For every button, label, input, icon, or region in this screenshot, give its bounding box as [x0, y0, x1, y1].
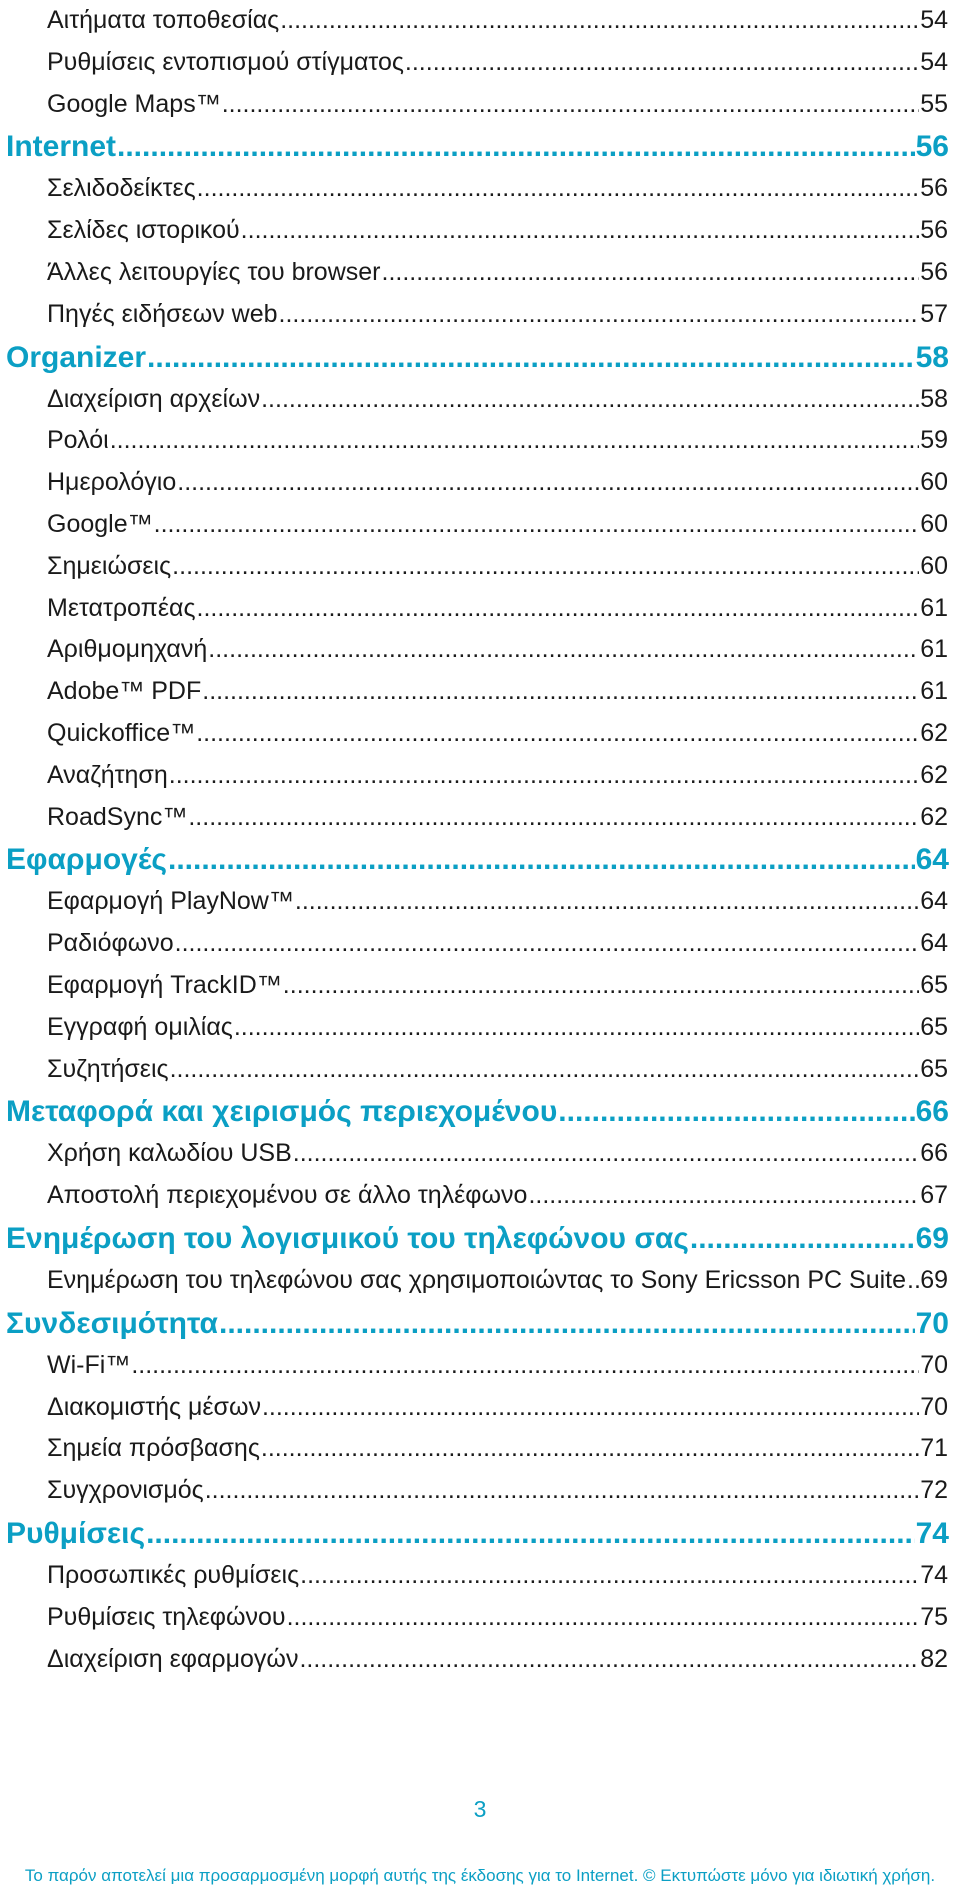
- dot-leader: [528, 1175, 919, 1217]
- dot-leader: [147, 336, 915, 379]
- dot-leader: [261, 1428, 919, 1470]
- toc-entry-page: 54: [920, 47, 948, 76]
- toc-entry-page: 62: [920, 760, 948, 789]
- toc-entry-title: Διαχείριση αρχείων: [47, 384, 261, 413]
- dot-leader: [279, 294, 920, 336]
- toc-entry-page: 60: [920, 468, 948, 497]
- toc-entry-page: 55: [920, 89, 948, 118]
- toc-entry[interactable]: [0, 1428, 960, 1470]
- toc-entry-page: 69: [920, 1265, 948, 1294]
- toc-entry-title: Μεταφορά και χειρισμός περιεχομένου: [6, 1095, 558, 1129]
- toc-entry[interactable]: [0, 546, 960, 588]
- dot-leader: [295, 881, 919, 923]
- toc-entry-title: Ρυθμίσεις τηλεφώνου: [47, 1602, 286, 1631]
- toc-entry-title: Σελίδες ιστορικού: [47, 216, 240, 245]
- dot-leader: [202, 671, 919, 713]
- toc-entry-title: Χρήση καλωδίου USB: [47, 1139, 292, 1168]
- toc-entry-page: 57: [920, 299, 948, 328]
- dot-leader: [170, 1049, 920, 1091]
- toc-entry-page: 64: [915, 843, 949, 877]
- toc-entry[interactable]: [0, 1597, 960, 1639]
- toc-entry-title: Αριθμομηχανή: [47, 635, 208, 664]
- footer-note: Το παρόν αποτελεί μια προσαρμοσμένη μορφή αυτής της έκδοσης για το Internet. © Εκτυπώστε μόνο για ιδιωτική χρήση.: [24, 1866, 936, 1885]
- toc-entry[interactable]: [0, 713, 960, 755]
- dot-leader: [208, 629, 919, 671]
- toc-entry[interactable]: [0, 0, 960, 42]
- dot-leader: [300, 1555, 919, 1597]
- toc-entry-page: 56: [920, 216, 948, 245]
- toc-entry-page: 70: [915, 1306, 949, 1340]
- toc-section-entry[interactable]: [0, 838, 960, 881]
- toc-entry[interactable]: [0, 462, 960, 504]
- toc-entry-title: Ενημέρωση του λογισμικού του τηλεφώνου σας: [6, 1221, 689, 1255]
- toc-entry[interactable]: [0, 1555, 960, 1597]
- toc-entry-page: 64: [920, 887, 948, 916]
- toc-entry-title: Adobe™ PDF: [47, 677, 202, 706]
- dot-leader: [205, 1470, 919, 1512]
- toc-entry[interactable]: [0, 1639, 960, 1681]
- toc-entry-page: 56: [920, 174, 948, 203]
- toc-entry-title: Internet: [6, 130, 117, 164]
- toc-entry-title: Αιτήματα τοποθεσίας: [47, 6, 280, 34]
- dot-leader: [154, 504, 920, 546]
- toc-entry-page: 54: [920, 6, 948, 34]
- toc-entry-title: Organizer: [6, 340, 147, 374]
- dot-leader: [168, 838, 915, 881]
- toc-entry-title: Ενημέρωση του τηλεφώνου σας χρησιμοποιώντας το Sony Ericsson PC Suite: [47, 1265, 907, 1294]
- toc-entry-title: Διακομιστής μέσων: [47, 1392, 261, 1421]
- toc-entry-page: 61: [920, 677, 948, 706]
- toc-entry-title: Εγγραφή ομιλίας: [47, 1012, 233, 1041]
- toc-entry-title: Αναζήτηση: [47, 760, 168, 789]
- toc-entry-page: 67: [920, 1181, 948, 1210]
- toc-entry-page: 82: [920, 1644, 948, 1673]
- dot-leader: [283, 965, 919, 1007]
- toc-section-entry[interactable]: [0, 1302, 960, 1345]
- toc-entry-title: Google™: [47, 509, 153, 538]
- toc-entry-page: 62: [920, 802, 948, 831]
- dot-leader: [293, 1133, 919, 1175]
- toc-entry-title: RoadSync™: [47, 802, 188, 831]
- dot-leader: [110, 420, 920, 462]
- dot-leader: [261, 379, 919, 421]
- dot-leader: [287, 1597, 920, 1639]
- dot-leader: [197, 168, 920, 210]
- dot-leader: [690, 1217, 915, 1260]
- toc-entry-page: 74: [915, 1516, 949, 1550]
- dot-leader: [262, 1387, 919, 1429]
- toc-entry[interactable]: [0, 671, 960, 713]
- toc-entry-title: Εφαρμογή PlayNow™: [47, 887, 294, 916]
- toc-entry[interactable]: [0, 965, 960, 1007]
- toc-entry-page: 65: [920, 1012, 948, 1041]
- dot-leader: [146, 1512, 915, 1555]
- toc-entry[interactable]: [0, 1175, 960, 1217]
- toc-section-entry[interactable]: [0, 1090, 960, 1133]
- dot-leader: [558, 1090, 914, 1133]
- toc-entry-page: 65: [920, 970, 948, 999]
- toc-entry-page: 61: [920, 593, 948, 622]
- toc-entry-page: 69: [915, 1221, 949, 1255]
- toc-entry-title: Ραδιόφωνο: [47, 929, 174, 958]
- toc-entry-page: 71: [920, 1434, 948, 1463]
- toc-entry-title: Μετατροπέας: [47, 593, 196, 622]
- toc-entry[interactable]: [0, 881, 960, 923]
- toc-entry-title: Google Maps™: [47, 89, 221, 118]
- toc-entry-page: 61: [920, 635, 948, 664]
- toc-entry-page: 75: [920, 1602, 948, 1631]
- dot-leader: [234, 1007, 919, 1049]
- toc-entry-page: 64: [920, 929, 948, 958]
- dot-leader: [177, 462, 919, 504]
- toc-section-entry[interactable]: [0, 1217, 960, 1260]
- dot-leader: [382, 252, 920, 294]
- toc-entry-title: Ημερολόγιο: [47, 468, 177, 497]
- toc-section-entry[interactable]: [0, 336, 960, 379]
- toc-entry-page: 56: [920, 257, 948, 286]
- toc-entry[interactable]: [0, 1470, 960, 1512]
- toc-entry[interactable]: [0, 1260, 960, 1302]
- toc-entry[interactable]: [0, 294, 960, 336]
- toc-entry-title: Ρυθμίσεις: [6, 1516, 146, 1550]
- toc-entry-page: 72: [920, 1476, 948, 1505]
- toc-entry[interactable]: [0, 1007, 960, 1049]
- toc-entry-title: Εφαρμογές: [6, 843, 167, 877]
- dot-leader: [196, 713, 919, 755]
- toc-entry-title: Ρυθμίσεις εντοπισμού στίγματος: [47, 47, 404, 76]
- toc-entry-page: 70: [920, 1350, 948, 1379]
- toc-entry[interactable]: [0, 210, 960, 252]
- toc-entry-title: Σελιδοδείκτες: [47, 174, 196, 203]
- toc-entry[interactable]: [0, 629, 960, 671]
- toc-entry[interactable]: [0, 379, 960, 421]
- toc-entry-title: Συζητήσεις: [47, 1054, 169, 1083]
- toc-entry-title: Σημειώσεις: [47, 551, 172, 580]
- dot-leader: [280, 0, 919, 42]
- toc-entry-title: Προσωπικές ρυθμίσεις: [47, 1560, 300, 1589]
- toc-entry-page: 70: [920, 1392, 948, 1421]
- toc-entry-title: Σημεία πρόσβασης: [47, 1434, 260, 1463]
- dot-leader: [175, 923, 920, 965]
- toc-entry-page: 58: [915, 340, 949, 374]
- dot-leader: [405, 42, 919, 84]
- dot-leader: [219, 1302, 915, 1345]
- toc-entry[interactable]: [0, 923, 960, 965]
- toc-entry[interactable]: [0, 420, 960, 462]
- toc-entry-page: 62: [920, 718, 948, 747]
- toc-entry[interactable]: [0, 168, 960, 210]
- dot-leader: [188, 797, 919, 839]
- toc-section-entry[interactable]: [0, 1512, 960, 1555]
- toc-entry[interactable]: [0, 1049, 960, 1091]
- toc-entry-title: Ρολόι: [47, 426, 109, 455]
- toc-entry[interactable]: [0, 1345, 960, 1387]
- page-number: 3: [473, 1796, 487, 1822]
- toc-entry[interactable]: [0, 755, 960, 797]
- toc-entry-title: Άλλες λειτουργίες του browser: [47, 257, 381, 286]
- toc-entry[interactable]: [0, 42, 960, 84]
- toc-entry-page: 59: [920, 426, 948, 455]
- toc-section-entry[interactable]: [0, 125, 960, 168]
- toc-entry-title: Συγχρονισμός: [47, 1476, 204, 1505]
- toc-entry[interactable]: [0, 84, 960, 126]
- toc-entry[interactable]: [0, 797, 960, 839]
- dot-leader: [172, 546, 919, 588]
- toc-entry-title: Αποστολή περιεχομένου σε άλλο τηλέφωνο: [47, 1181, 528, 1210]
- dot-leader: [131, 1345, 919, 1387]
- toc-entry[interactable]: [0, 1133, 960, 1175]
- toc-entry-title: Wi-Fi™: [47, 1350, 131, 1379]
- toc-entry-page: 65: [920, 1054, 948, 1083]
- dot-leader: [197, 588, 920, 630]
- dot-leader: [907, 1260, 919, 1302]
- toc-entry-title: Πηγές ειδήσεων web: [47, 299, 278, 328]
- dot-leader: [169, 755, 919, 797]
- toc-entry-page: 56: [915, 130, 949, 164]
- toc-entry[interactable]: [0, 252, 960, 294]
- toc-entry[interactable]: [0, 588, 960, 630]
- toc-entry-title: Συνδεσιμότητα: [6, 1306, 218, 1340]
- toc-entry[interactable]: [0, 504, 960, 546]
- dot-leader: [299, 1639, 919, 1681]
- dot-leader: [222, 84, 919, 126]
- toc-entry-title: Διαχείριση εφαρμογών: [47, 1644, 299, 1673]
- toc-entry[interactable]: [0, 1387, 960, 1429]
- toc-entry-page: 58: [920, 384, 948, 413]
- dot-leader: [241, 210, 920, 252]
- toc-entry-title: Εφαρμογή TrackID™: [47, 970, 282, 999]
- toc-entry-page: 66: [920, 1139, 948, 1168]
- toc-entry-page: 60: [920, 551, 948, 580]
- toc-entry-page: 74: [920, 1560, 948, 1589]
- toc-entry-page: 66: [915, 1095, 949, 1129]
- dot-leader: [117, 125, 915, 168]
- toc-entry-title: Quickoffice™: [47, 718, 196, 747]
- toc-entry-page: 60: [920, 509, 948, 538]
